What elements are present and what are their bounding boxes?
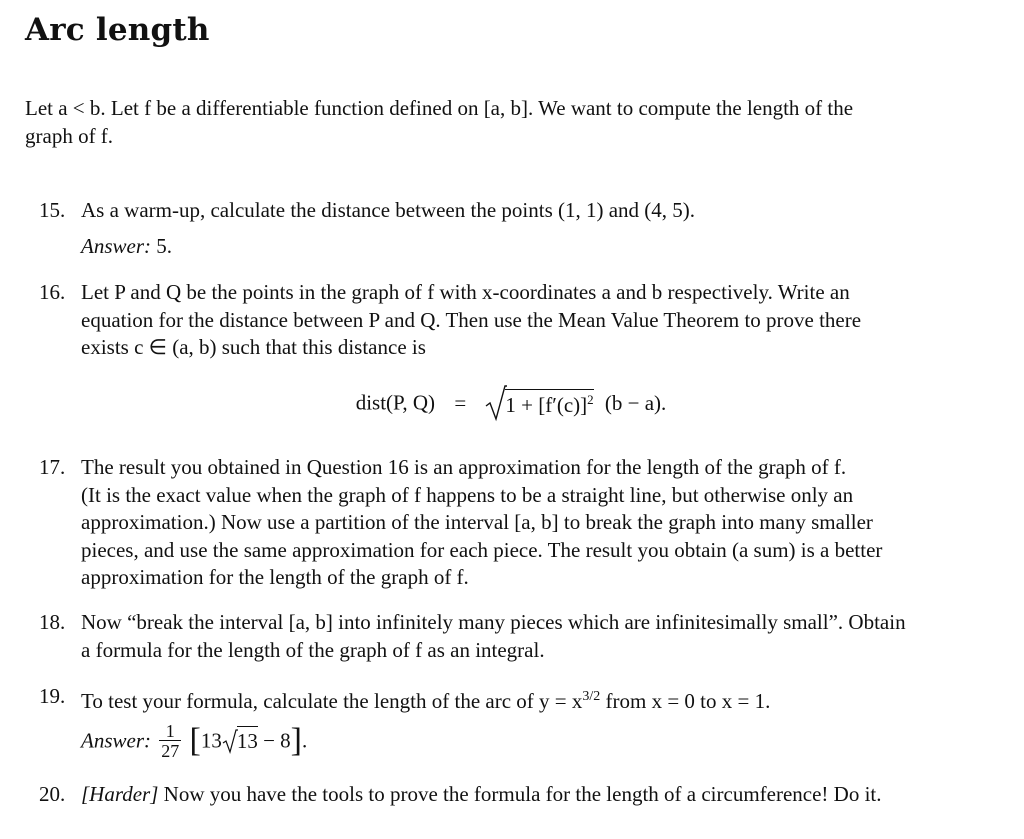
bracket-open: [	[189, 721, 201, 759]
question-line-3: approximation.) Now use a partition of the interval [a, b] to break the graph into many smaller	[81, 510, 873, 534]
radicand	[505, 389, 593, 418]
inner-coefficient: 13	[200, 727, 222, 752]
question-body	[81, 683, 997, 766]
answer-label: Answer:	[81, 727, 151, 752]
intro-line-2: graph of f.	[25, 123, 114, 148]
answer-period: .	[302, 727, 308, 752]
answer-line	[81, 233, 997, 261]
question-text: Now you have the tools to prove the formula for the length of a circumference! Do it.	[158, 782, 882, 806]
harder-tag: [Harder]	[81, 782, 159, 806]
question-number: 16.	[39, 280, 66, 304]
formula-tail: (b − a).	[604, 390, 667, 415]
question-line-4: pieces, and use the same approximation for each piece. The result you obtain (a sum) is a better	[81, 537, 883, 562]
answer-value: 5.	[156, 233, 172, 258]
radical-sign-icon	[222, 728, 238, 754]
question-body	[81, 781, 997, 809]
answer-line	[81, 722, 997, 766]
intro-paragraph	[25, 95, 997, 150]
page-title: Arc length	[25, 12, 210, 48]
question-line-1: Now “break the interval [a, b] into infinitely many pieces which are infinitesimally small”. Obtain	[81, 610, 906, 634]
bracket-close: ]	[290, 721, 302, 759]
formula-lhs: dist(P, Q)	[355, 390, 436, 415]
fraction-numerator: 1	[159, 722, 181, 741]
question-line-2: (It is the exact value when the graph of f happens to be a straight line, but otherwise only an	[81, 482, 854, 507]
question-number: 18.	[39, 610, 66, 634]
question-text: To test your formula, calculate the length of the arc of y = x	[81, 689, 583, 713]
question-body	[81, 279, 997, 362]
radical-sign-icon	[485, 384, 507, 422]
radicand-text: 1 + [f′(c)]	[505, 392, 588, 417]
question-line-1: The result you obtained in Question 16 is an approximation for the length of the graph of f.	[81, 455, 847, 479]
radicand-exponent: 2	[587, 391, 594, 407]
inner-tail: − 8	[257, 727, 291, 752]
question-text-tail: from x = 0 to x = 1.	[600, 689, 771, 713]
formula-equals: =	[454, 390, 467, 415]
question-text: As a warm-up, calculate the distance between the points (1, 1) and (4, 5).	[81, 198, 696, 222]
question-body	[81, 197, 997, 260]
document-page	[25, 0, 1000, 839]
question-body	[81, 454, 997, 592]
question-body	[81, 609, 997, 664]
fraction-denominator: 27	[161, 740, 180, 761]
inner-radicand: 13	[237, 726, 258, 756]
question-line-1: Let P and Q be the points in the graph of f with x-coordinates a and b respectively. Write an	[81, 280, 850, 304]
question-number: 17.	[39, 455, 66, 479]
exponent: 3/2	[582, 689, 601, 704]
answer-label: Answer:	[81, 233, 151, 258]
intro-line-1: Let a < b. Let f be a differentiable function defined on [a, b]. We want to compute the length of the	[25, 96, 854, 120]
question-line-2: equation for the distance between P and Q. Then use the Mean Value Theorem to prove there	[81, 307, 862, 332]
inner-square-root	[222, 726, 258, 756]
question-number: 20.	[39, 782, 66, 806]
question-line-2: a formula for the length of the graph of f as an integral.	[81, 637, 545, 662]
question-line-3: exists c ∈ (a, b) such that this distance is	[81, 335, 426, 359]
fraction	[159, 722, 181, 760]
distance-formula	[25, 384, 997, 428]
square-root	[485, 384, 593, 422]
question-number: 15.	[39, 198, 66, 222]
question-number: 19.	[39, 684, 66, 708]
question-line-5: approximation for the length of the graph of f.	[81, 565, 469, 589]
question-line-1	[81, 683, 997, 716]
